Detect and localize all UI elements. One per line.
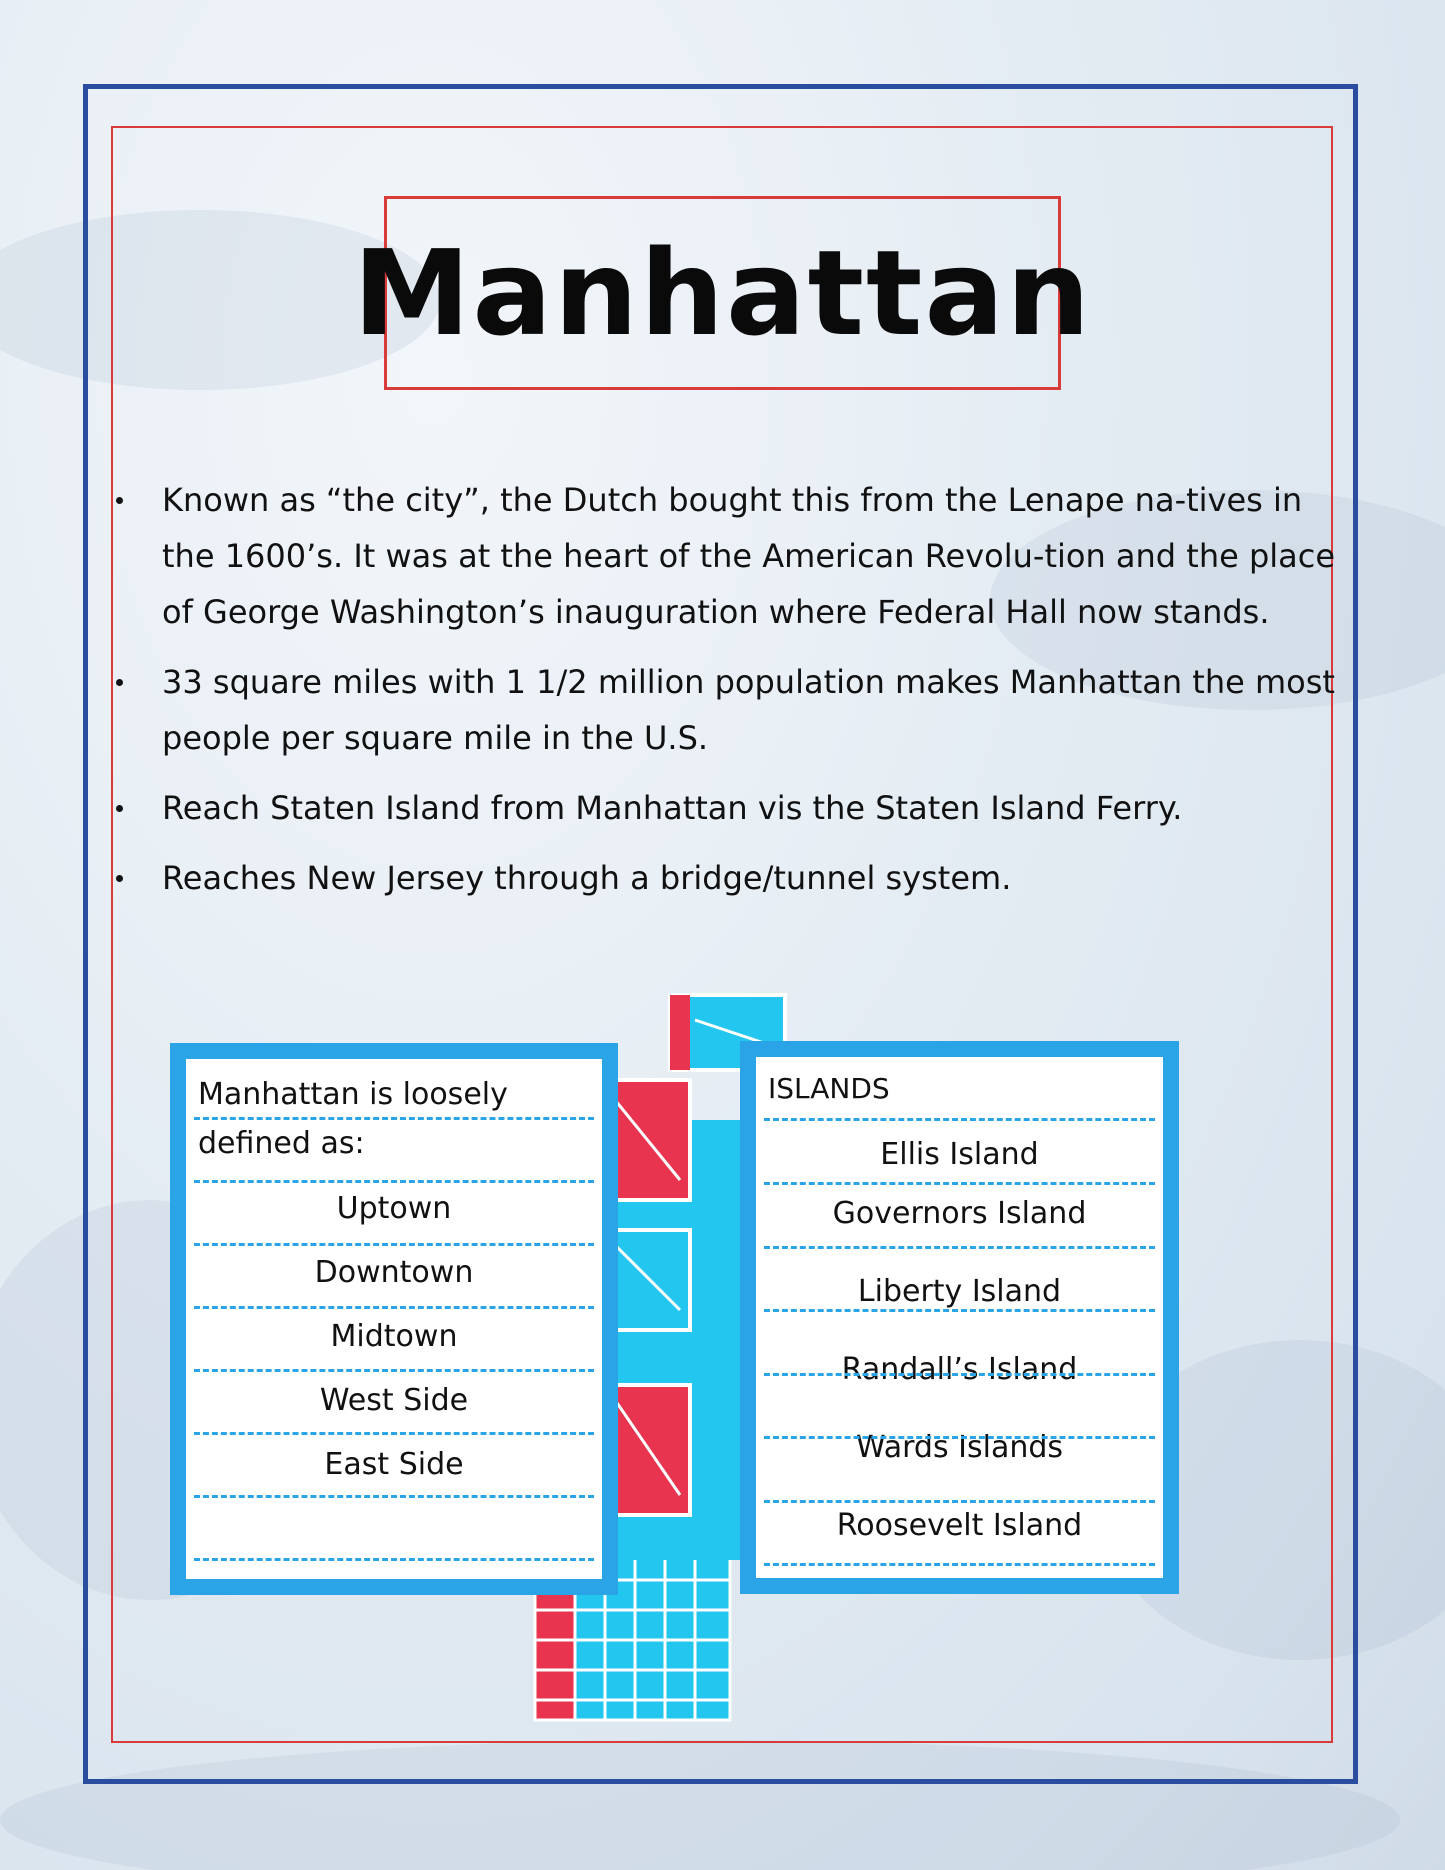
islands-card — [740, 1041, 1179, 1594]
dashed-line — [764, 1500, 1155, 1503]
dashed-line — [194, 1495, 594, 1498]
page-title: Manhattan — [352, 224, 1093, 362]
dashed-line — [194, 1558, 594, 1561]
list-item: Ellis Island — [880, 1136, 1039, 1172]
neighborhoods-card — [170, 1043, 618, 1595]
list-item: East Side — [324, 1446, 464, 1482]
list-item: Uptown — [336, 1190, 452, 1226]
list-item: Roosevelt Island — [836, 1507, 1083, 1543]
list-item: Midtown — [330, 1318, 458, 1354]
fact-list — [116, 472, 1336, 920]
bullet-icon — [116, 805, 123, 812]
fact-item: 33 square miles with 1 1/2 million population makes Manhattan the most people per square mile in the U.S. — [116, 654, 1336, 766]
dashed-line — [764, 1436, 1155, 1439]
bullet-icon — [116, 875, 123, 882]
dashed-line — [764, 1309, 1155, 1312]
card-heading: defined as: — [198, 1125, 365, 1161]
bullet-icon — [116, 679, 123, 686]
bullet-icon — [116, 497, 123, 504]
list-item: Downtown — [314, 1254, 474, 1290]
title-box — [352, 196, 1093, 390]
card-heading: ISLANDS — [768, 1071, 890, 1105]
list-item: Governors Island — [832, 1195, 1087, 1231]
dashed-line — [764, 1563, 1155, 1566]
fact-item: Reaches New Jersey through a bridge/tunnel system. — [116, 850, 1336, 906]
list-item: Liberty Island — [857, 1273, 1062, 1309]
list-item: West Side — [319, 1382, 469, 1418]
list-item: Wards Islands — [855, 1429, 1064, 1465]
list-item: Randall’s Island — [841, 1351, 1078, 1387]
card-heading: Manhattan is loosely — [198, 1076, 508, 1112]
fact-item: Known as “the city”, the Dutch bought this from the Lenape na-tives in the 1600’s. It was at the heart of the American Revolu-tion and the place of George Washington’s inauguration where Federal Hall now stands. — [116, 472, 1336, 640]
dashed-line — [764, 1373, 1155, 1376]
dashed-line — [764, 1246, 1155, 1249]
dashed-line — [764, 1118, 1155, 1121]
fact-item: Reach Staten Island from Manhattan vis the Staten Island Ferry. — [116, 780, 1336, 836]
